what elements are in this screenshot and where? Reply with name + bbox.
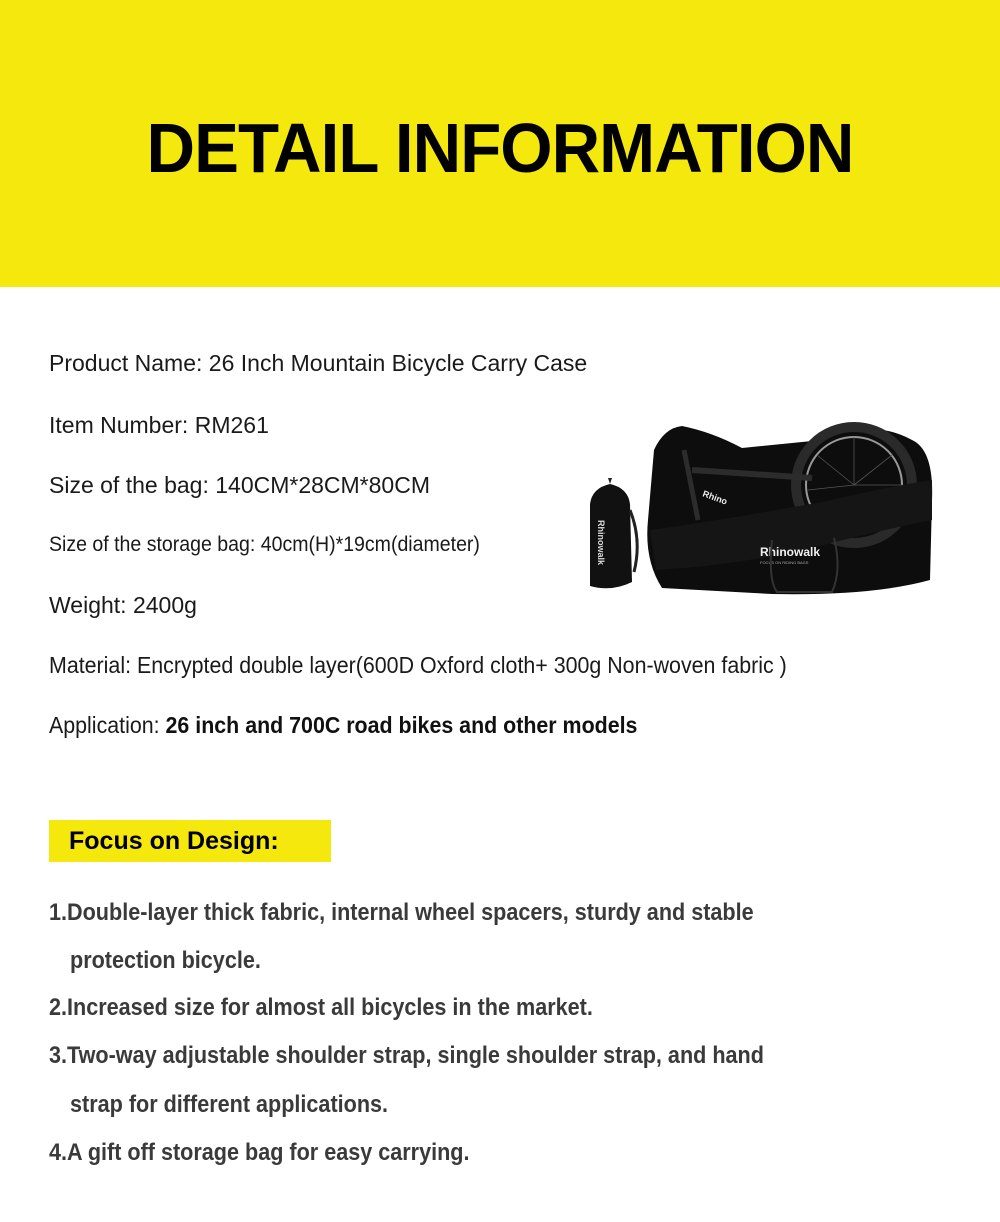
spec-product-name [49,349,587,377]
feature-item-2: 2.Increased size for almost all bicycles in the market. [49,994,593,1021]
storage-bag-icon [590,478,637,588]
feature-item-1-cont: protection bicycle. [70,947,261,974]
spec-value: 2400g [132,592,197,618]
spec-material [49,651,787,679]
focus-on-design-heading [49,820,331,862]
spec-item-number [49,411,269,439]
spec-value: 26 inch and 700C road bikes and other models [165,712,638,738]
spec-value: 40cm(H)*19cm(diameter) [260,533,480,556]
feature-item-3-cont: strap for different applications. [70,1091,389,1118]
spec-value: 140CM*28CM*80CM [215,472,430,498]
spec-label: Weight: [49,592,133,618]
spec-value: 26 Inch Mountain Bicycle Carry Case [208,350,588,376]
product-image [572,410,942,600]
spec-bag-size [49,471,430,499]
spec-label: Size of the storage bag: [49,533,261,556]
spec-label: Application: [49,712,166,738]
spec-label: Size of the bag: [49,472,216,498]
feature-item-3: 3.Two-way adjustable shoulder strap, single shoulder strap, and hand [49,1042,764,1069]
spec-value: Encrypted double layer(600D Oxford cloth+ 300g Non-woven fabric ) [136,652,787,678]
spec-storage-bag-size [49,531,480,559]
svg-text:Rhinowalk: Rhinowalk [596,520,606,566]
bike-bag-illustration [572,410,942,600]
feature-item-1: 1.Double-layer thick fabric, internal wheel spacers, sturdy and stable [49,899,754,926]
page-title: DETAIL INFORMATION [146,109,854,187]
svg-text:Rhinowalk: Rhinowalk [760,545,821,559]
spec-label: Product Name: [49,350,209,376]
svg-text:FOCUS ON RIDING BAGS: FOCUS ON RIDING BAGS [760,560,809,565]
carry-bag-icon [647,426,932,594]
spec-weight [49,591,197,619]
spec-label: Item Number: [49,412,195,438]
spec-application [49,711,637,739]
design-heading-text: Focus on Design: [69,827,279,855]
svg-text:Rhino: Rhino [701,488,729,507]
header-banner [0,0,1000,287]
feature-item-4: 4.A gift off storage bag for easy carrying. [49,1139,470,1166]
spec-value: RM261 [194,412,269,438]
spec-label: Material: [49,652,137,678]
